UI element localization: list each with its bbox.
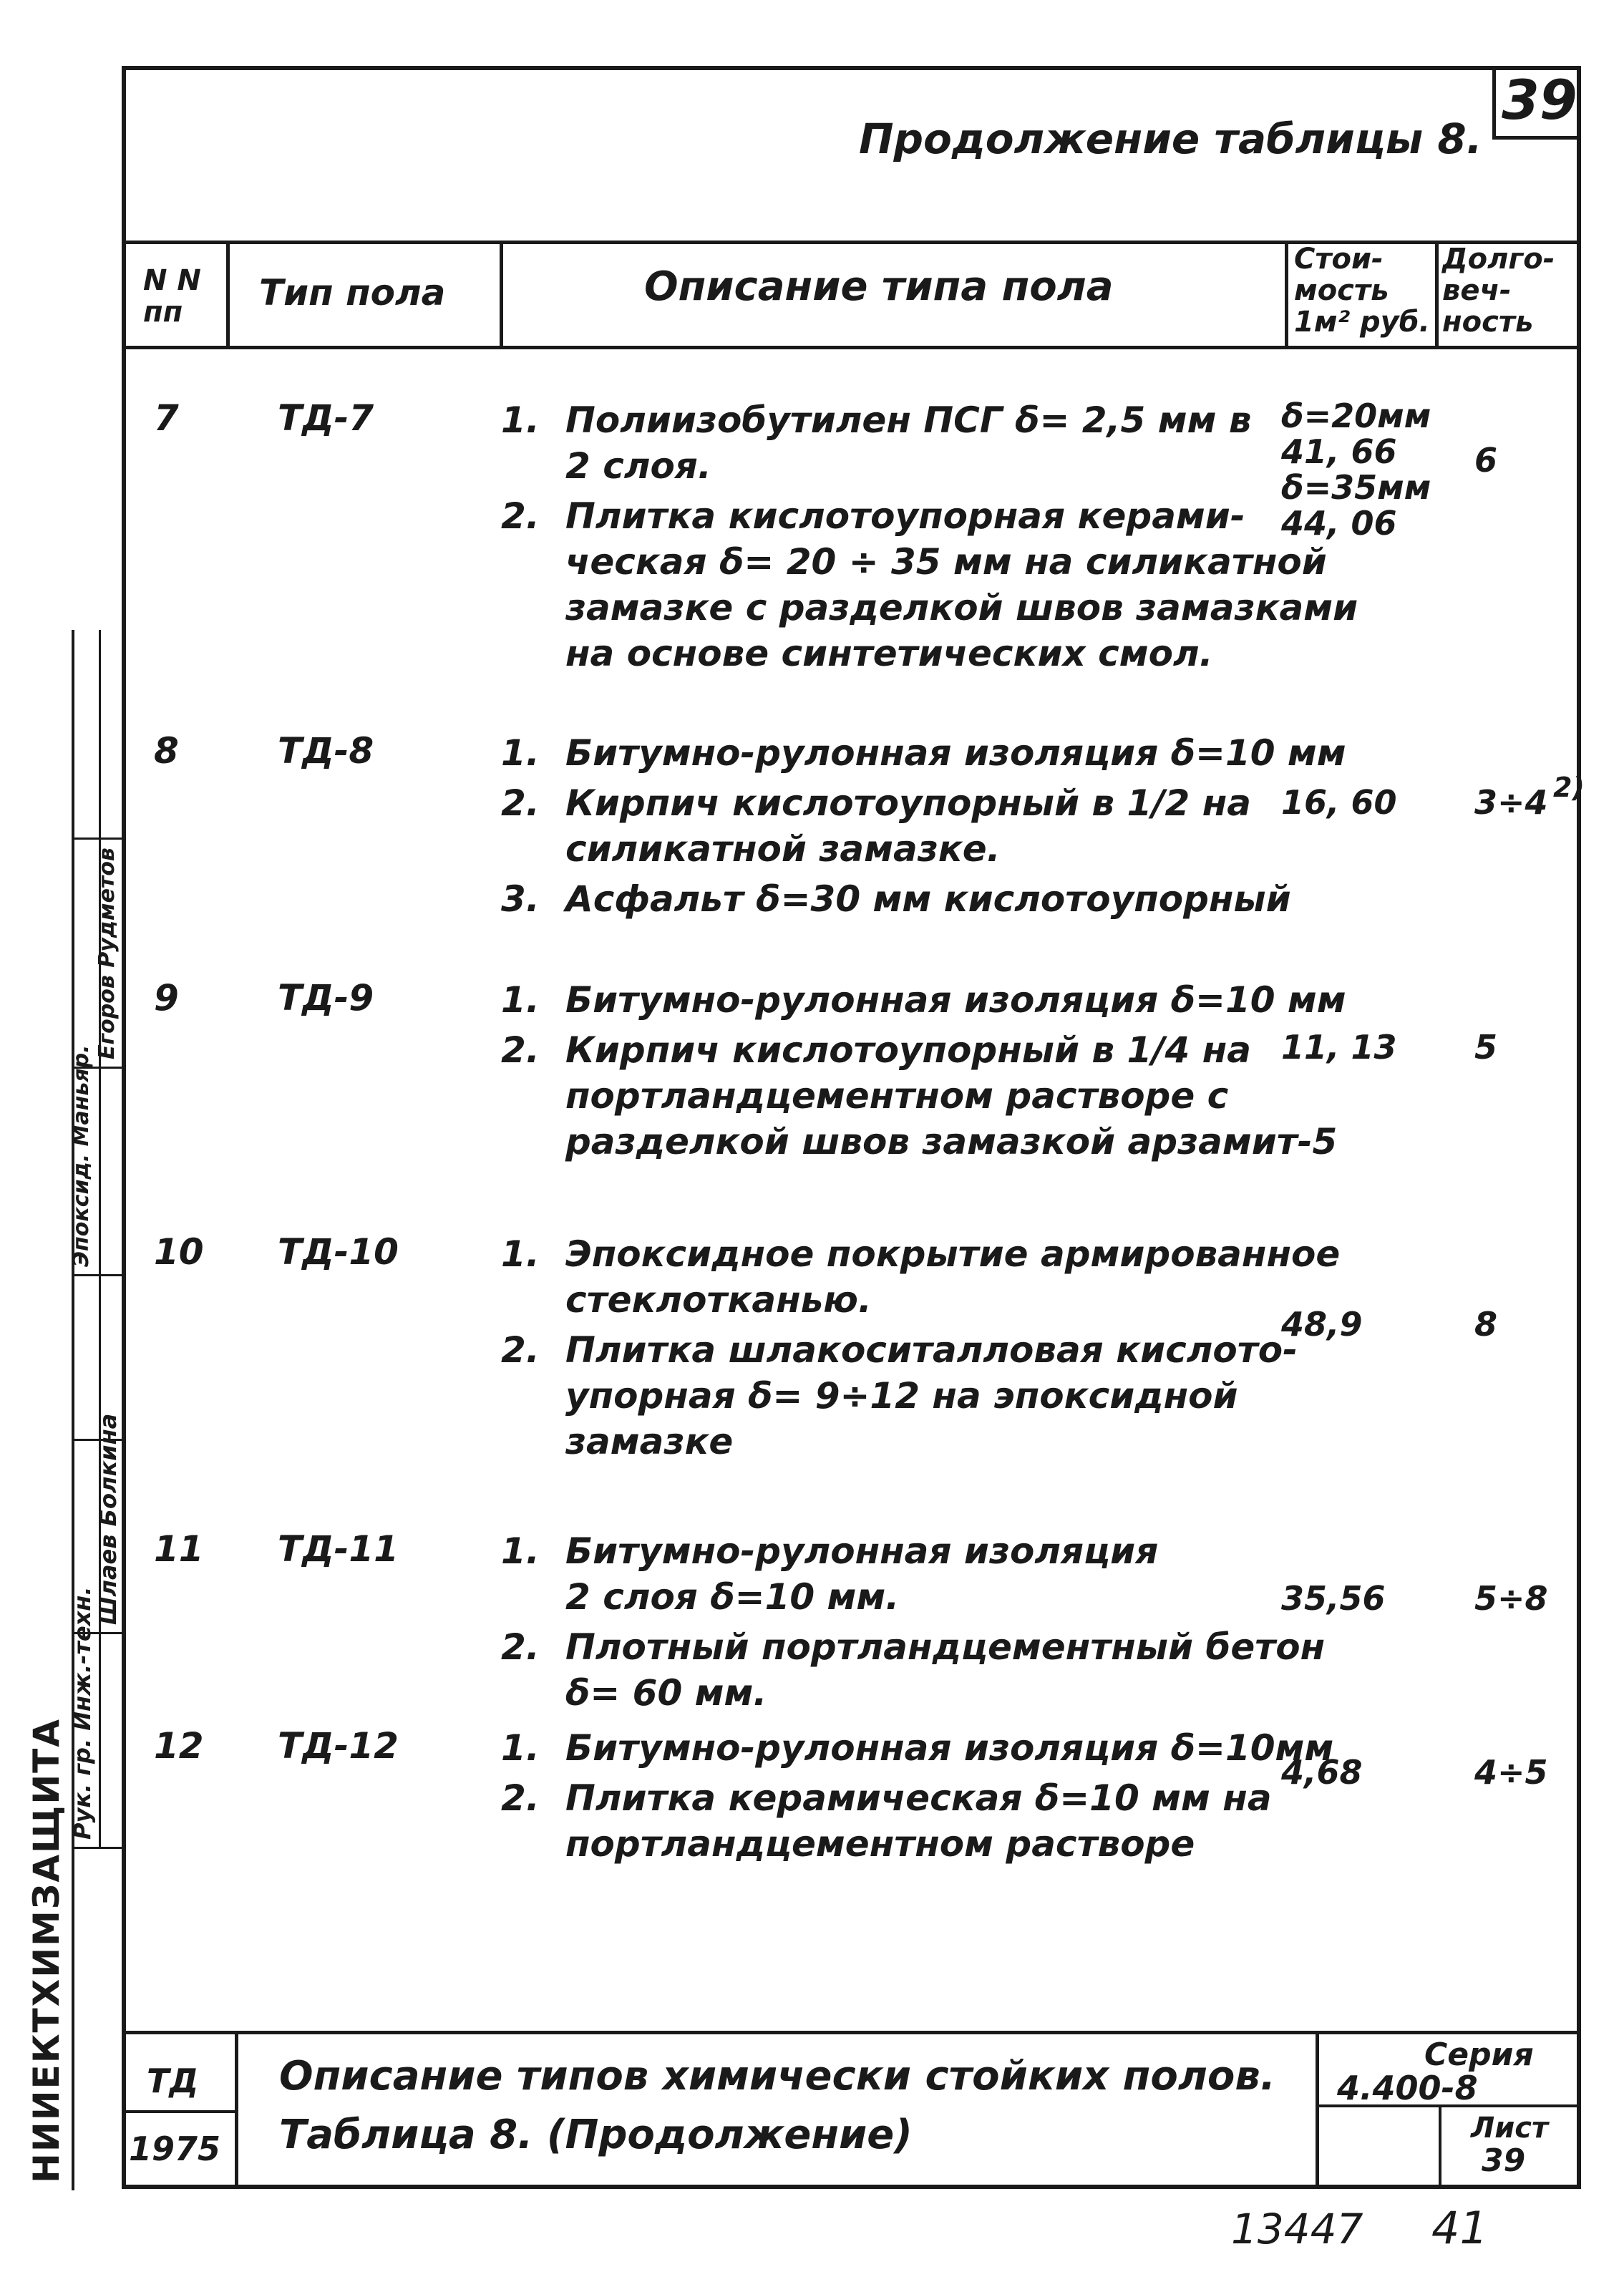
floor-type-code: ТД-10: [278, 1231, 399, 1273]
durability-value: 5: [1474, 1028, 1498, 1067]
corner-box-bottom: [1492, 136, 1577, 140]
stamp-signature-3: Эпоксид. Маньяр.: [69, 1044, 94, 1267]
column-header-type: Тип пола: [259, 272, 446, 314]
description-line: замазке: [565, 1421, 734, 1462]
row-number: 8: [154, 730, 179, 772]
titleblock-top-line: [122, 2031, 1581, 2034]
corner-box-left: [1492, 70, 1496, 138]
stamp-signature-1: Рук. гр. Инж.-техн.: [69, 1586, 96, 1840]
organization-stamp: НИИЕКТХИМЗАЩИТА: [26, 1718, 67, 2183]
description-line: Кирпич кислотоупорный в 1/2 на: [565, 782, 1251, 824]
floor-type-code: ТД-11: [278, 1528, 399, 1570]
col-sep-1: [226, 241, 230, 349]
cost-value: 35,56: [1281, 1579, 1386, 1618]
stamp-signature-2: Шлаев Болкина: [94, 1413, 122, 1625]
description-line: силикатной замазке.: [565, 828, 1001, 870]
description-line: Кирпич кислотоупорный в 1/4 на: [565, 1029, 1251, 1071]
stamp-outer-line: [72, 630, 74, 2190]
floor-type-code: ТД-12: [278, 1725, 399, 1767]
description-line: Эпоксидное покрытие армированное: [565, 1233, 1341, 1275]
description-line: замазке с разделкой швов замазками: [565, 587, 1358, 628]
col-sep-2: [500, 241, 503, 349]
cost-value: 44, 06: [1281, 504, 1397, 543]
cost-value: δ=35мм: [1281, 468, 1431, 507]
description-line: Плитка керамическая δ=10 мм на: [565, 1777, 1272, 1819]
description-line: 2 слоя.: [565, 445, 711, 487]
item-number: 3.: [501, 878, 540, 920]
footer-code: ТД: [147, 2062, 199, 2100]
durability-value: 8: [1474, 1305, 1498, 1344]
floor-type-code: ТД-8: [278, 730, 374, 772]
row-number: 12: [154, 1725, 204, 1767]
item-number: 2.: [501, 1029, 540, 1071]
frame-bottom: [122, 2185, 1581, 2189]
inventory-number: 13447: [1231, 2205, 1363, 2253]
durability-footnote: 2): [1553, 772, 1585, 803]
titleblock-sheet-divider: [1439, 2104, 1441, 2187]
durability-value: 5÷8: [1474, 1579, 1548, 1618]
description-line: ческая δ= 20 ÷ 35 мм на силикатной: [565, 541, 1327, 583]
row-number: 7: [154, 397, 179, 439]
description-line: Плитка шлакоситалловая кислото-: [565, 1329, 1298, 1371]
frame-left: [122, 66, 126, 2189]
titleblock-sep-left: [235, 2031, 238, 2187]
item-number: 2.: [501, 782, 540, 824]
floor-type-code: ТД-7: [278, 397, 374, 439]
cost-value: 11, 13: [1281, 1028, 1397, 1067]
item-number: 2.: [501, 1626, 540, 1668]
cost-value: δ=20мм: [1281, 397, 1431, 435]
header-bottom-line: [122, 346, 1581, 349]
col-sep-4: [1435, 241, 1439, 349]
description-line: Битумно-рулонная изоляция δ=10 мм: [565, 979, 1346, 1021]
cost-value: 48,9: [1281, 1305, 1363, 1344]
footer-year: 1975: [129, 2130, 221, 2168]
column-header-cost: Стои- мость 1м² руб.: [1294, 243, 1430, 339]
item-number: 1.: [501, 1233, 540, 1275]
footer-sheet-value: 39: [1482, 2142, 1526, 2179]
frame-top: [122, 66, 1581, 70]
stamp-inner-line: [99, 630, 101, 1847]
durability-value: 4÷5: [1474, 1753, 1548, 1792]
description-line: Битумно-рулонная изоляция δ=10мм: [565, 1727, 1334, 1769]
stamp-divider-6: [72, 1847, 123, 1849]
sheet-corner-number: 39: [1502, 68, 1577, 132]
description-line: стеклотканью.: [565, 1279, 872, 1321]
page-title: Продолжение таблицы 8.: [859, 115, 1482, 163]
titleblock-sep-right: [1316, 2031, 1319, 2187]
item-number: 1.: [501, 1530, 540, 1572]
item-number: 1.: [501, 979, 540, 1021]
page-number: 41: [1431, 2202, 1488, 2254]
description-line: Плитка кислотоупорная керами-: [565, 495, 1245, 537]
description-line: Битумно-рулонная изоляция δ=10 мм: [565, 732, 1346, 774]
description-line: 2 слоя δ=10 мм.: [565, 1576, 900, 1618]
description-line: δ= 60 мм.: [565, 1672, 767, 1714]
column-header-num: N N пп: [143, 264, 201, 329]
durability-value: 6: [1474, 441, 1498, 480]
column-header-durability: Долго- веч- ность: [1442, 243, 1555, 339]
footer-title-line-1: Описание типов химически стойких полов.: [279, 2053, 1276, 2099]
footer-series-value: 4.400-8: [1337, 2069, 1478, 2107]
cost-value: 41, 66: [1281, 432, 1397, 471]
stamp-divider-1: [72, 837, 123, 840]
item-number: 1.: [501, 1727, 540, 1769]
description-line: Полиизобутилен ПСГ δ= 2,5 мм в: [565, 399, 1252, 441]
footer-title-line-2: Таблица 8. (Продолжение): [279, 2112, 913, 2158]
description-line: на основе синтетических смол.: [565, 633, 1213, 674]
stamp-signature-4: Егоров Рудметов: [94, 848, 120, 1059]
item-number: 2.: [501, 1329, 540, 1371]
row-number: 10: [154, 1231, 204, 1273]
description-line: Асфальт δ=30 мм кислотоупорный: [565, 878, 1291, 920]
description-line: портландцементном растворе: [565, 1823, 1195, 1865]
footer-sheet-label: Лист: [1471, 2112, 1549, 2145]
durability-value: 3÷4: [1474, 783, 1548, 822]
cost-value: 4,68: [1281, 1753, 1363, 1792]
frame-right: [1577, 66, 1581, 2189]
footer-series-label: Серия: [1424, 2036, 1534, 2073]
item-number: 1.: [501, 399, 540, 441]
row-number: 9: [154, 977, 179, 1019]
item-number: 1.: [501, 732, 540, 774]
item-number: 2.: [501, 495, 540, 537]
cost-value: 16, 60: [1281, 783, 1397, 822]
titleblock-code-divider: [122, 2110, 236, 2113]
stamp-divider-3: [72, 1274, 123, 1276]
item-number: 2.: [501, 1777, 540, 1819]
description-line: упорная δ= 9÷12 на эпоксидной: [565, 1375, 1238, 1417]
floor-type-code: ТД-9: [278, 977, 374, 1019]
description-line: Плотный портландцементный бетон: [565, 1626, 1326, 1668]
description-line: Битумно-рулонная изоляция: [565, 1530, 1159, 1572]
description-line: разделкой швов замазкой арзамит-5: [565, 1121, 1338, 1162]
description-line: портландцементном растворе с: [565, 1075, 1229, 1117]
row-number: 11: [154, 1528, 204, 1570]
column-header-description: Описание типа пола: [644, 263, 1114, 310]
col-sep-3: [1285, 241, 1288, 349]
